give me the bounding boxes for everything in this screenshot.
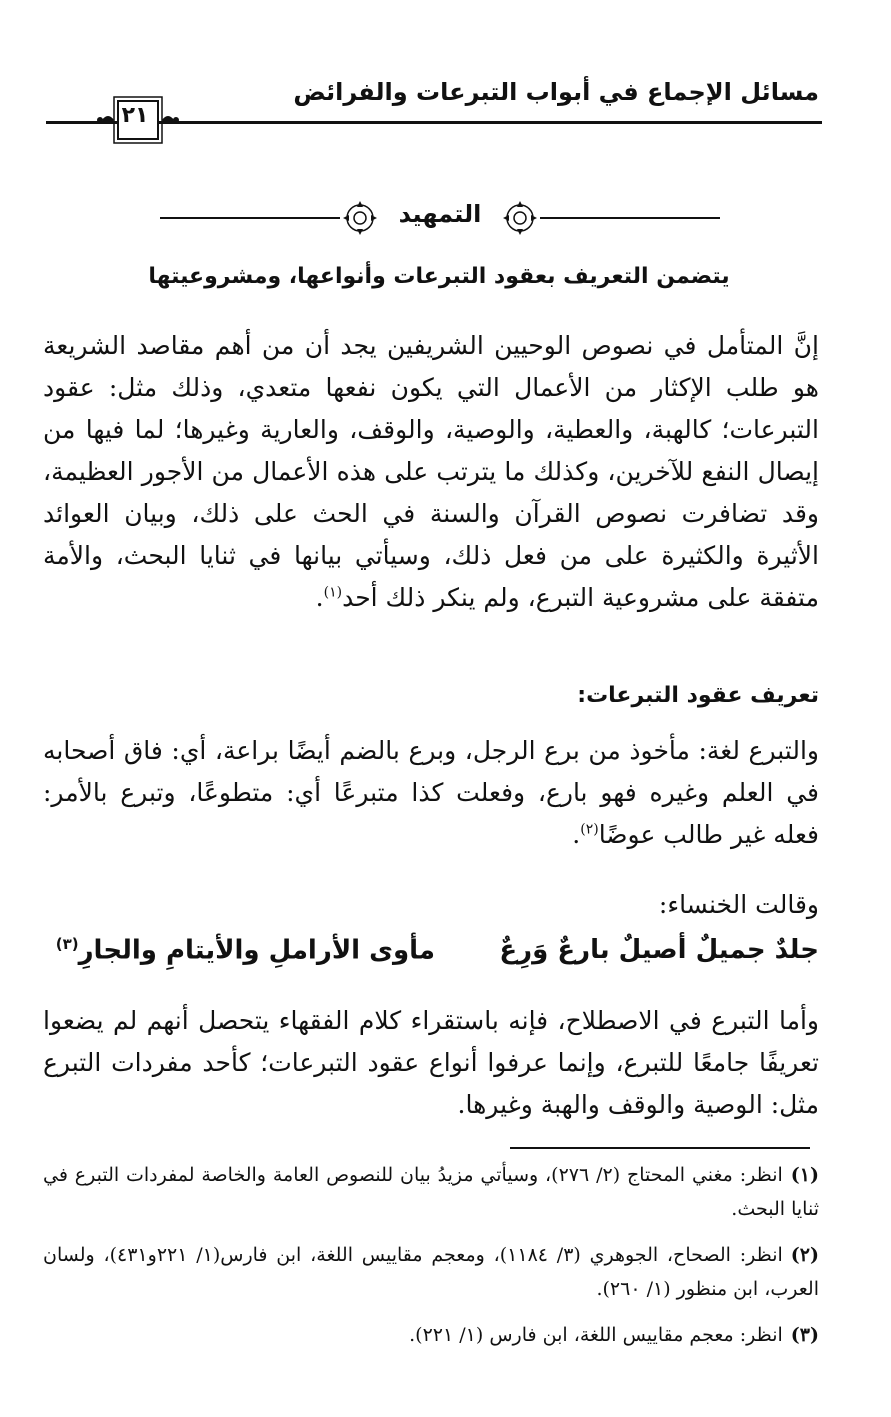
verse-second-hemistich <box>52 935 435 966</box>
technical-definition-paragraph: وأما التبرع في الاصطلاح، فإنه باستقراء كلام الفقهاء يتحصل أنهم لم يضعوا تعريفًا جامعًا للتبرع، وإنما عرفوا أنواع عقود التبرعات؛ كأحد مفردات التبرع مثل: الوصية والوقف والهبة وغيرها. <box>43 1006 819 1119</box>
poet-intro-line: وقالت الخنساء: <box>658 890 819 919</box>
footnote-text: انظر: مغني المحتاج (٢/ ٢٧٦)، وسيأتي مزيدُ بيان للنصوص العامة والخاصة لمفردات التبرع في ثنايا البحث. <box>43 1164 819 1220</box>
footnote-marker-2: (٢) <box>580 821 599 838</box>
running-title: مسائل الإجماع في أبواب التبرعات والفرائض <box>293 78 819 106</box>
page-number-ornament <box>60 95 210 145</box>
poetry-verse <box>43 935 819 983</box>
paragraph-end-mark: . <box>572 820 581 849</box>
linguistic-definition-paragraph <box>43 730 819 856</box>
footnote-marker-3: (٣) <box>55 935 79 953</box>
verse-second-text: مأوى الأراملِ والأيتامِ والجارِ <box>78 935 435 966</box>
footnote-text: انظر: الصحاح، الجوهري (٣/ ١١٨٤)، ومعجم مقاييس اللغة، ابن فارس(١/ ٢٢١و٤٣١)، ولسان العرب، ابن منظور (١/ ٢٦٠). <box>43 1244 819 1300</box>
definition-heading: تعريف عقود التبرعات: <box>577 683 819 708</box>
footnote-marker-1: (١) <box>323 584 343 601</box>
intro-text: إنَّ المتأمل في نصوص الوحيين الشريفين يجد أن من أهم مقاصد الشريعة هو طلب الإكثار من الأعمال التي يكون نفعها متعدي، وذلك مثل: عقود التبرعات؛ كالهبة، والعطية، والوصية، والوقف، والعارية وغيرها؛ لما فيها من إيصال النفع للآخرين، وكذلك ما يترتب على هذه الأعمال من الأجور العظيمة، وقد تضافرت نصوص القرآن والسنة في الحث على ذلك، وبيان العوائد الأثيرة والكثيرة على من فعل ذلك، وسيأتي بيانها في ثنايا البحث، والأمة متفقة على مشروعية التبرع، ولم ينكر ذلك أحد <box>43 331 819 612</box>
footnote-2 <box>43 1238 819 1306</box>
linguistic-definition-text: والتبرع لغة: مأخوذ من برع الرجل، وبرع بالضم أيضًا براعة، أي: فاق أصحابه في العلم وغيره فهو بارع، وفعلت كذا متبرعًا أي: متطوعًا، وتبرع بالأمر: فعله غير طالب عوضًا <box>43 736 819 849</box>
section-subtitle: يتضمن التعريف بعقود التبرعات وأنواعها، ومشروعيتها <box>148 264 730 289</box>
footnote-number: (٣) <box>790 1324 819 1346</box>
footnote-1 <box>43 1158 819 1226</box>
section-title: التمهيد <box>398 200 482 228</box>
footnote-3 <box>43 1318 819 1352</box>
section-heading <box>160 194 720 242</box>
page-number: ٢١ <box>121 103 149 128</box>
intro-paragraph: إنَّ المتأمل في نصوص الوحيين الشريفين يجد أن من أهم مقاصد الشريعة هو طلب الإكثار من الأعمال التي يكون نفعها متعدي، وذلك مثل: عقود التبرعات؛ كالهبة، والعطية، والوصية، والوقف، والعارية وغيرها؛ لما فيها من إيصال النفع للآخرين، وكذلك ما يترتب على هذه الأعمال من الأجور العظيمة، وقد تضافرت نصوص القرآن والسنة في الحث على ذلك، وبيان العوائد الأثيرة والكثيرة على من فعل ذلك، وسيأتي بيانها في ثنايا البحث، والأمة متفقة على مشروعية التبرع، ولم ينكر ذلك أحد$^{(١)}$. <box>43 331 819 612</box>
footnote-number: (٢) <box>790 1244 819 1266</box>
verse-first-hemistich: جلدٌ جميلٌ أصيلٌ بارعٌ وَرِعٌ <box>499 935 819 965</box>
footnote-separator <box>510 1147 810 1149</box>
footnote-text: انظر: معجم مقاييس اللغة، ابن فارس (١/ ٢٢١). <box>409 1324 783 1346</box>
footnote-number: (١) <box>790 1164 819 1186</box>
